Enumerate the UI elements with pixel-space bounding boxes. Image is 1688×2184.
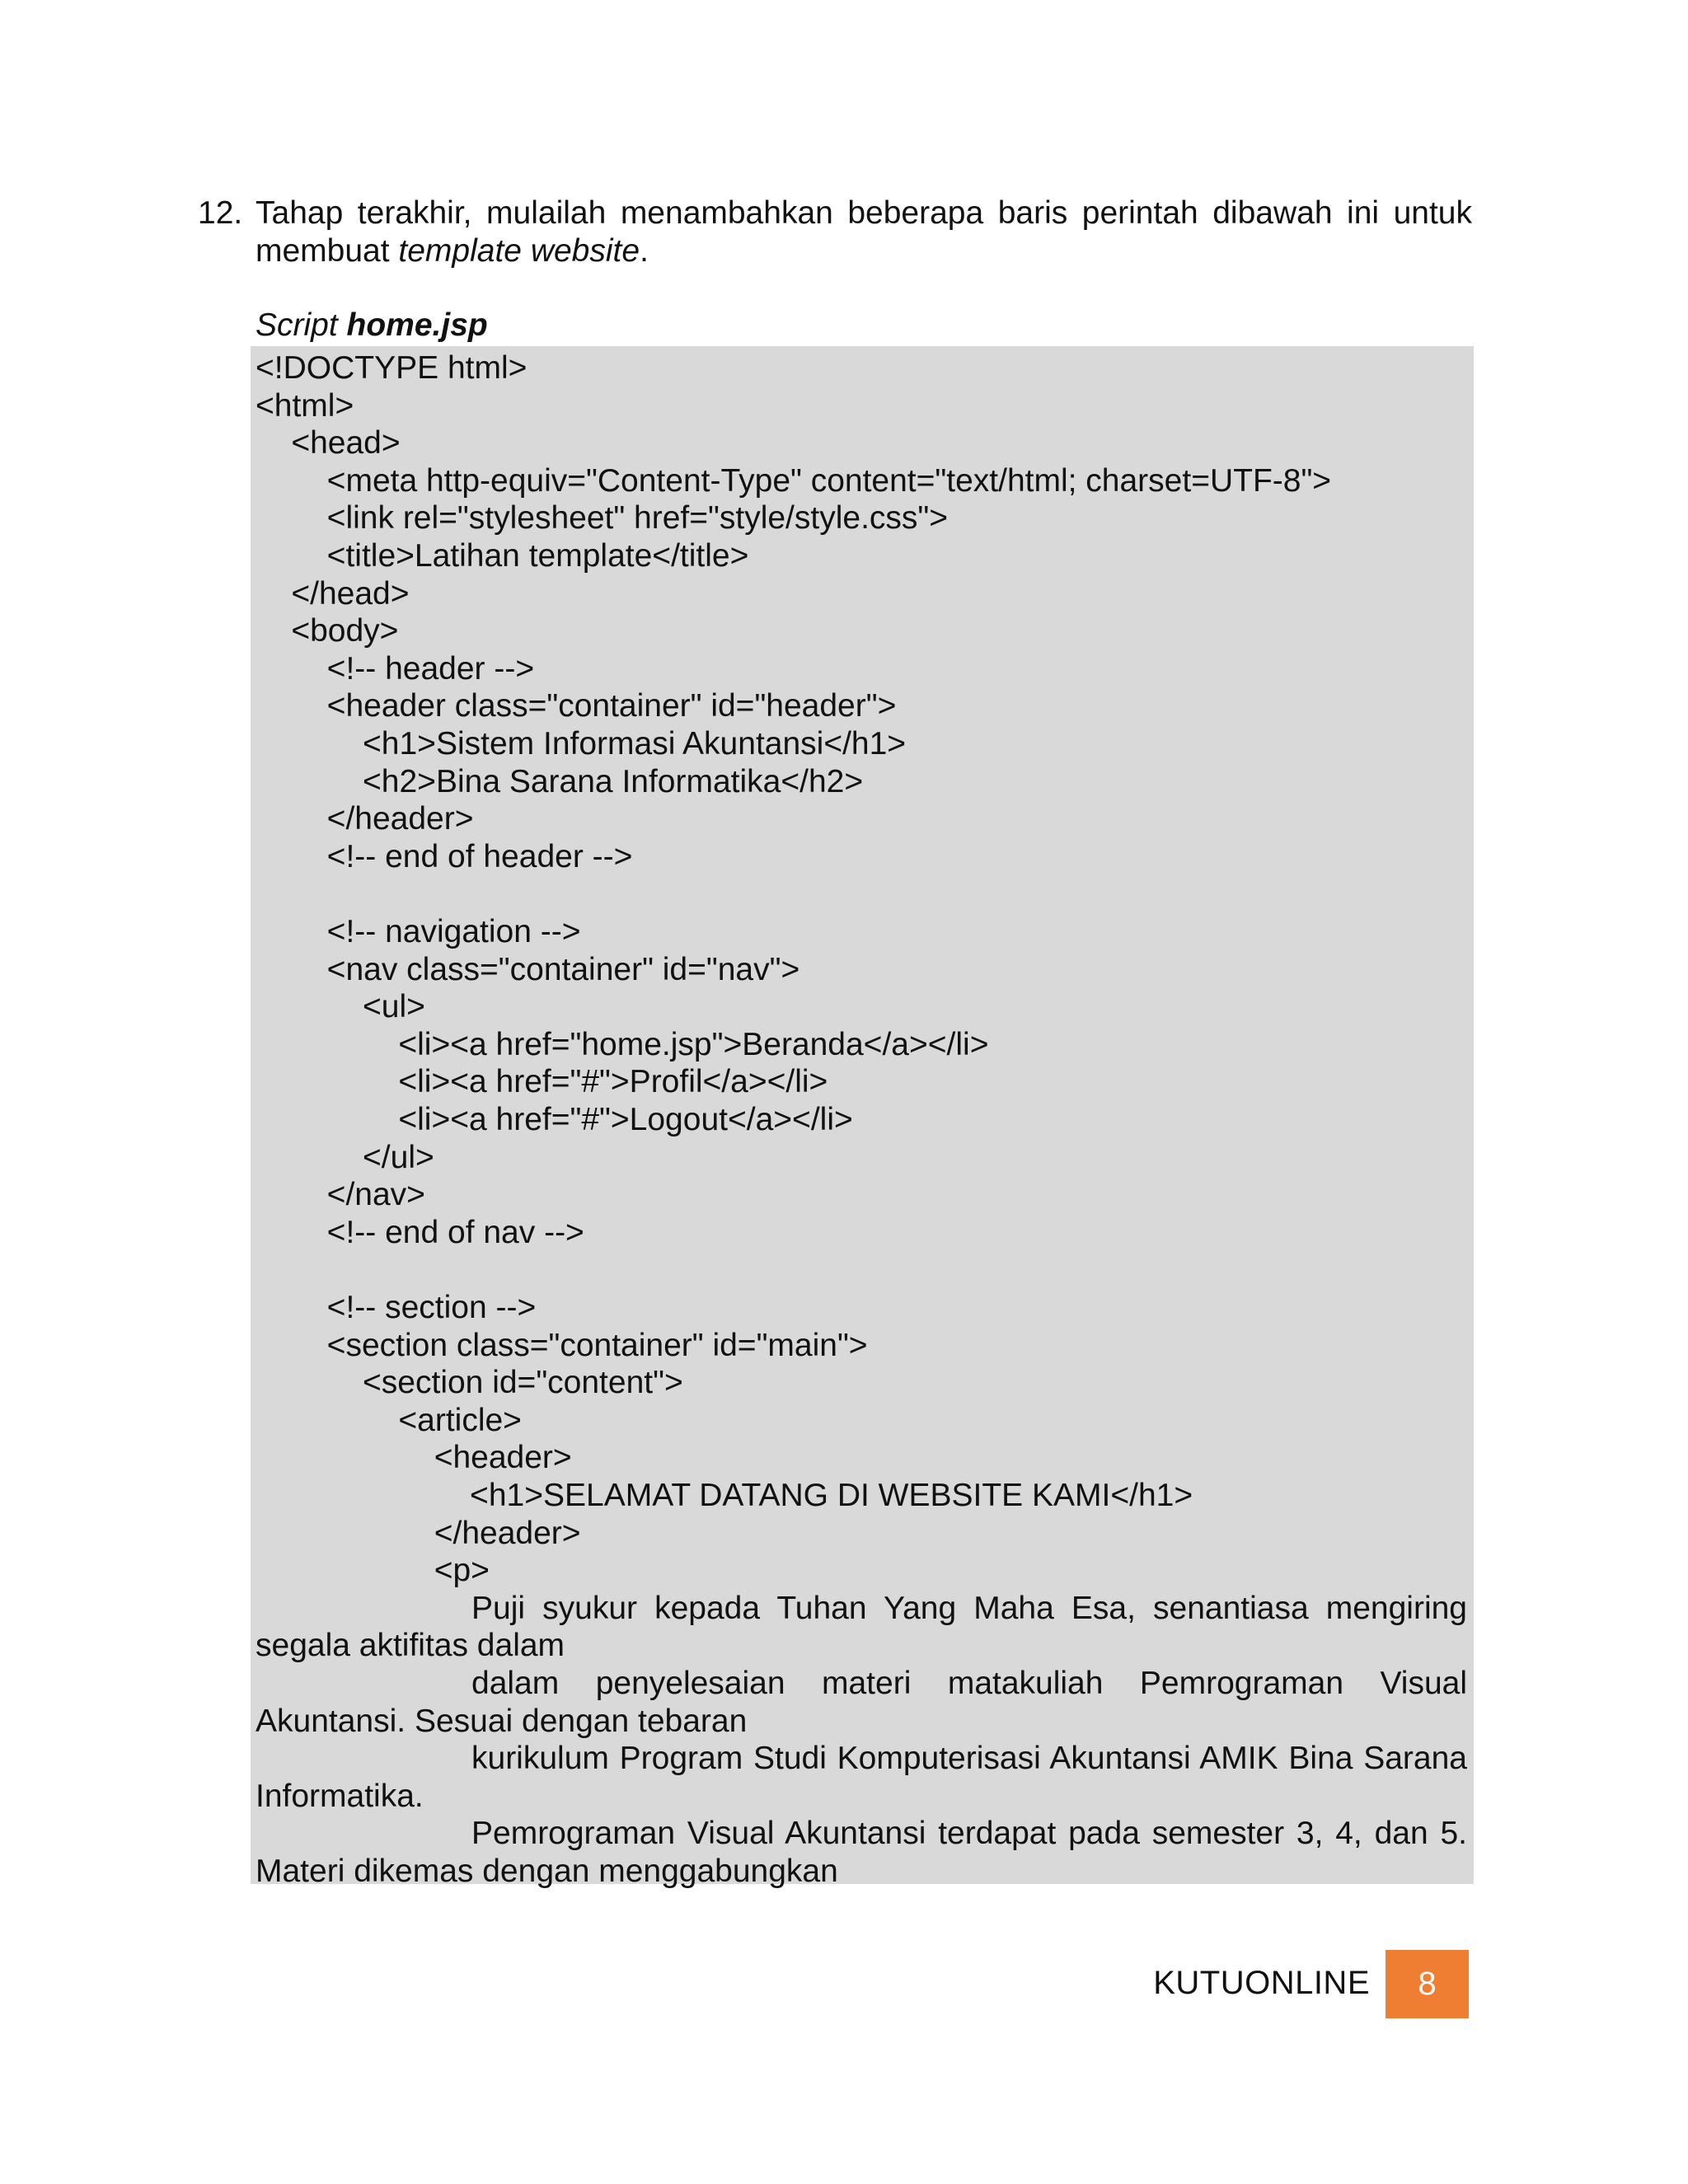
code-line: <!-- end of header --> xyxy=(256,838,633,874)
code-line: <li><a href="home.jsp">Beranda</a></li> xyxy=(256,1026,989,1062)
code-line: <title>Latihan template</title> xyxy=(256,538,749,574)
code-line: <p> xyxy=(256,1553,490,1589)
code-paragraph-continuation: segala aktifitas dalam xyxy=(256,1628,565,1664)
code-paragraph-line: dalam penyelesaian materi matakuliah Pemrograman Visual xyxy=(471,1666,1467,1701)
code-paragraph-line: Pemrograman Visual Akuntansi terdapat pada semester 3, 4, dan 5. xyxy=(471,1816,1467,1852)
step-text-italic: template website xyxy=(398,233,640,269)
code-line: <!-- end of nav --> xyxy=(256,1214,584,1250)
code-line: <section id="content"> xyxy=(256,1365,683,1401)
code-line: </ul> xyxy=(256,1139,434,1175)
script-caption xyxy=(256,307,488,344)
code-line: <h2>Bina Sarana Informatika</h2> xyxy=(256,763,864,799)
code-line: <section class="container" id="main"> xyxy=(256,1327,868,1363)
code-line: <article> xyxy=(256,1402,522,1438)
code-line: </header> xyxy=(256,1515,581,1551)
code-line: <header class="container" id="header"> xyxy=(256,688,897,724)
code-line: <!-- header --> xyxy=(256,650,535,687)
code-paragraph-line: kurikulum Program Studi Komputerisasi Akuntansi AMIK Bina Sarana xyxy=(471,1741,1467,1777)
code-line: <li><a href="#">Profil</a></li> xyxy=(256,1064,828,1100)
code-paragraph-line: Puji syukur kepada Tuhan Yang Maha Esa, senantiasa mengiring xyxy=(471,1590,1467,1626)
script-label-prefix: Script xyxy=(256,307,347,343)
footer-label: KUTUONLINE xyxy=(1153,1965,1370,2001)
code-line: <h1>Sistem Informasi Akuntansi</h1> xyxy=(256,726,907,762)
code-paragraph-continuation: Materi dikemas dengan menggabungkan xyxy=(256,1854,838,1889)
code-line: <link rel="stylesheet" href="style/style.css"> xyxy=(256,500,949,537)
code-line: <body> xyxy=(256,613,399,649)
step-paragraph xyxy=(198,194,1472,270)
code-line: </head> xyxy=(256,575,410,612)
step-number: 12. xyxy=(198,195,243,231)
code-line: <!-- section --> xyxy=(256,1290,537,1325)
code-line: </header> xyxy=(256,801,474,837)
code-line: <h1>SELAMAT DATANG DI WEBSITE KAMI</h1> xyxy=(256,1478,1193,1513)
code-line: <!DOCTYPE html> xyxy=(256,350,528,386)
script-filename: home.jsp xyxy=(346,307,488,343)
code-line: </nav> xyxy=(256,1177,425,1213)
code-line: <header> xyxy=(256,1440,572,1476)
code-line: <head> xyxy=(256,425,401,462)
step-text-after: . xyxy=(640,233,649,269)
code-line xyxy=(256,1251,1467,1289)
code-paragraph-continuation: Akuntansi. Sesuai dengan tebaran xyxy=(256,1703,748,1739)
code-line: <li><a href="#">Logout</a></li> xyxy=(256,1102,853,1137)
page-number-badge: 8 xyxy=(1386,1950,1469,2018)
code-block xyxy=(251,346,1474,1889)
code-line: <nav class="container" id="nav"> xyxy=(256,951,800,987)
code-line: <html> xyxy=(256,387,354,424)
code-line: <!-- navigation --> xyxy=(256,914,581,949)
code-line xyxy=(256,875,1467,913)
code-paragraph-continuation: Informatika. xyxy=(256,1778,424,1814)
code-line: <meta http-equiv="Content-Type" content="text/html; charset=UTF-8"> xyxy=(256,462,1332,499)
step-text xyxy=(256,194,1472,270)
code-line: <ul> xyxy=(256,989,425,1025)
step-text-before: Tahap terakhir, mulailah menambahkan beberapa baris perintah dibawah ini untuk membuat xyxy=(256,195,1472,269)
